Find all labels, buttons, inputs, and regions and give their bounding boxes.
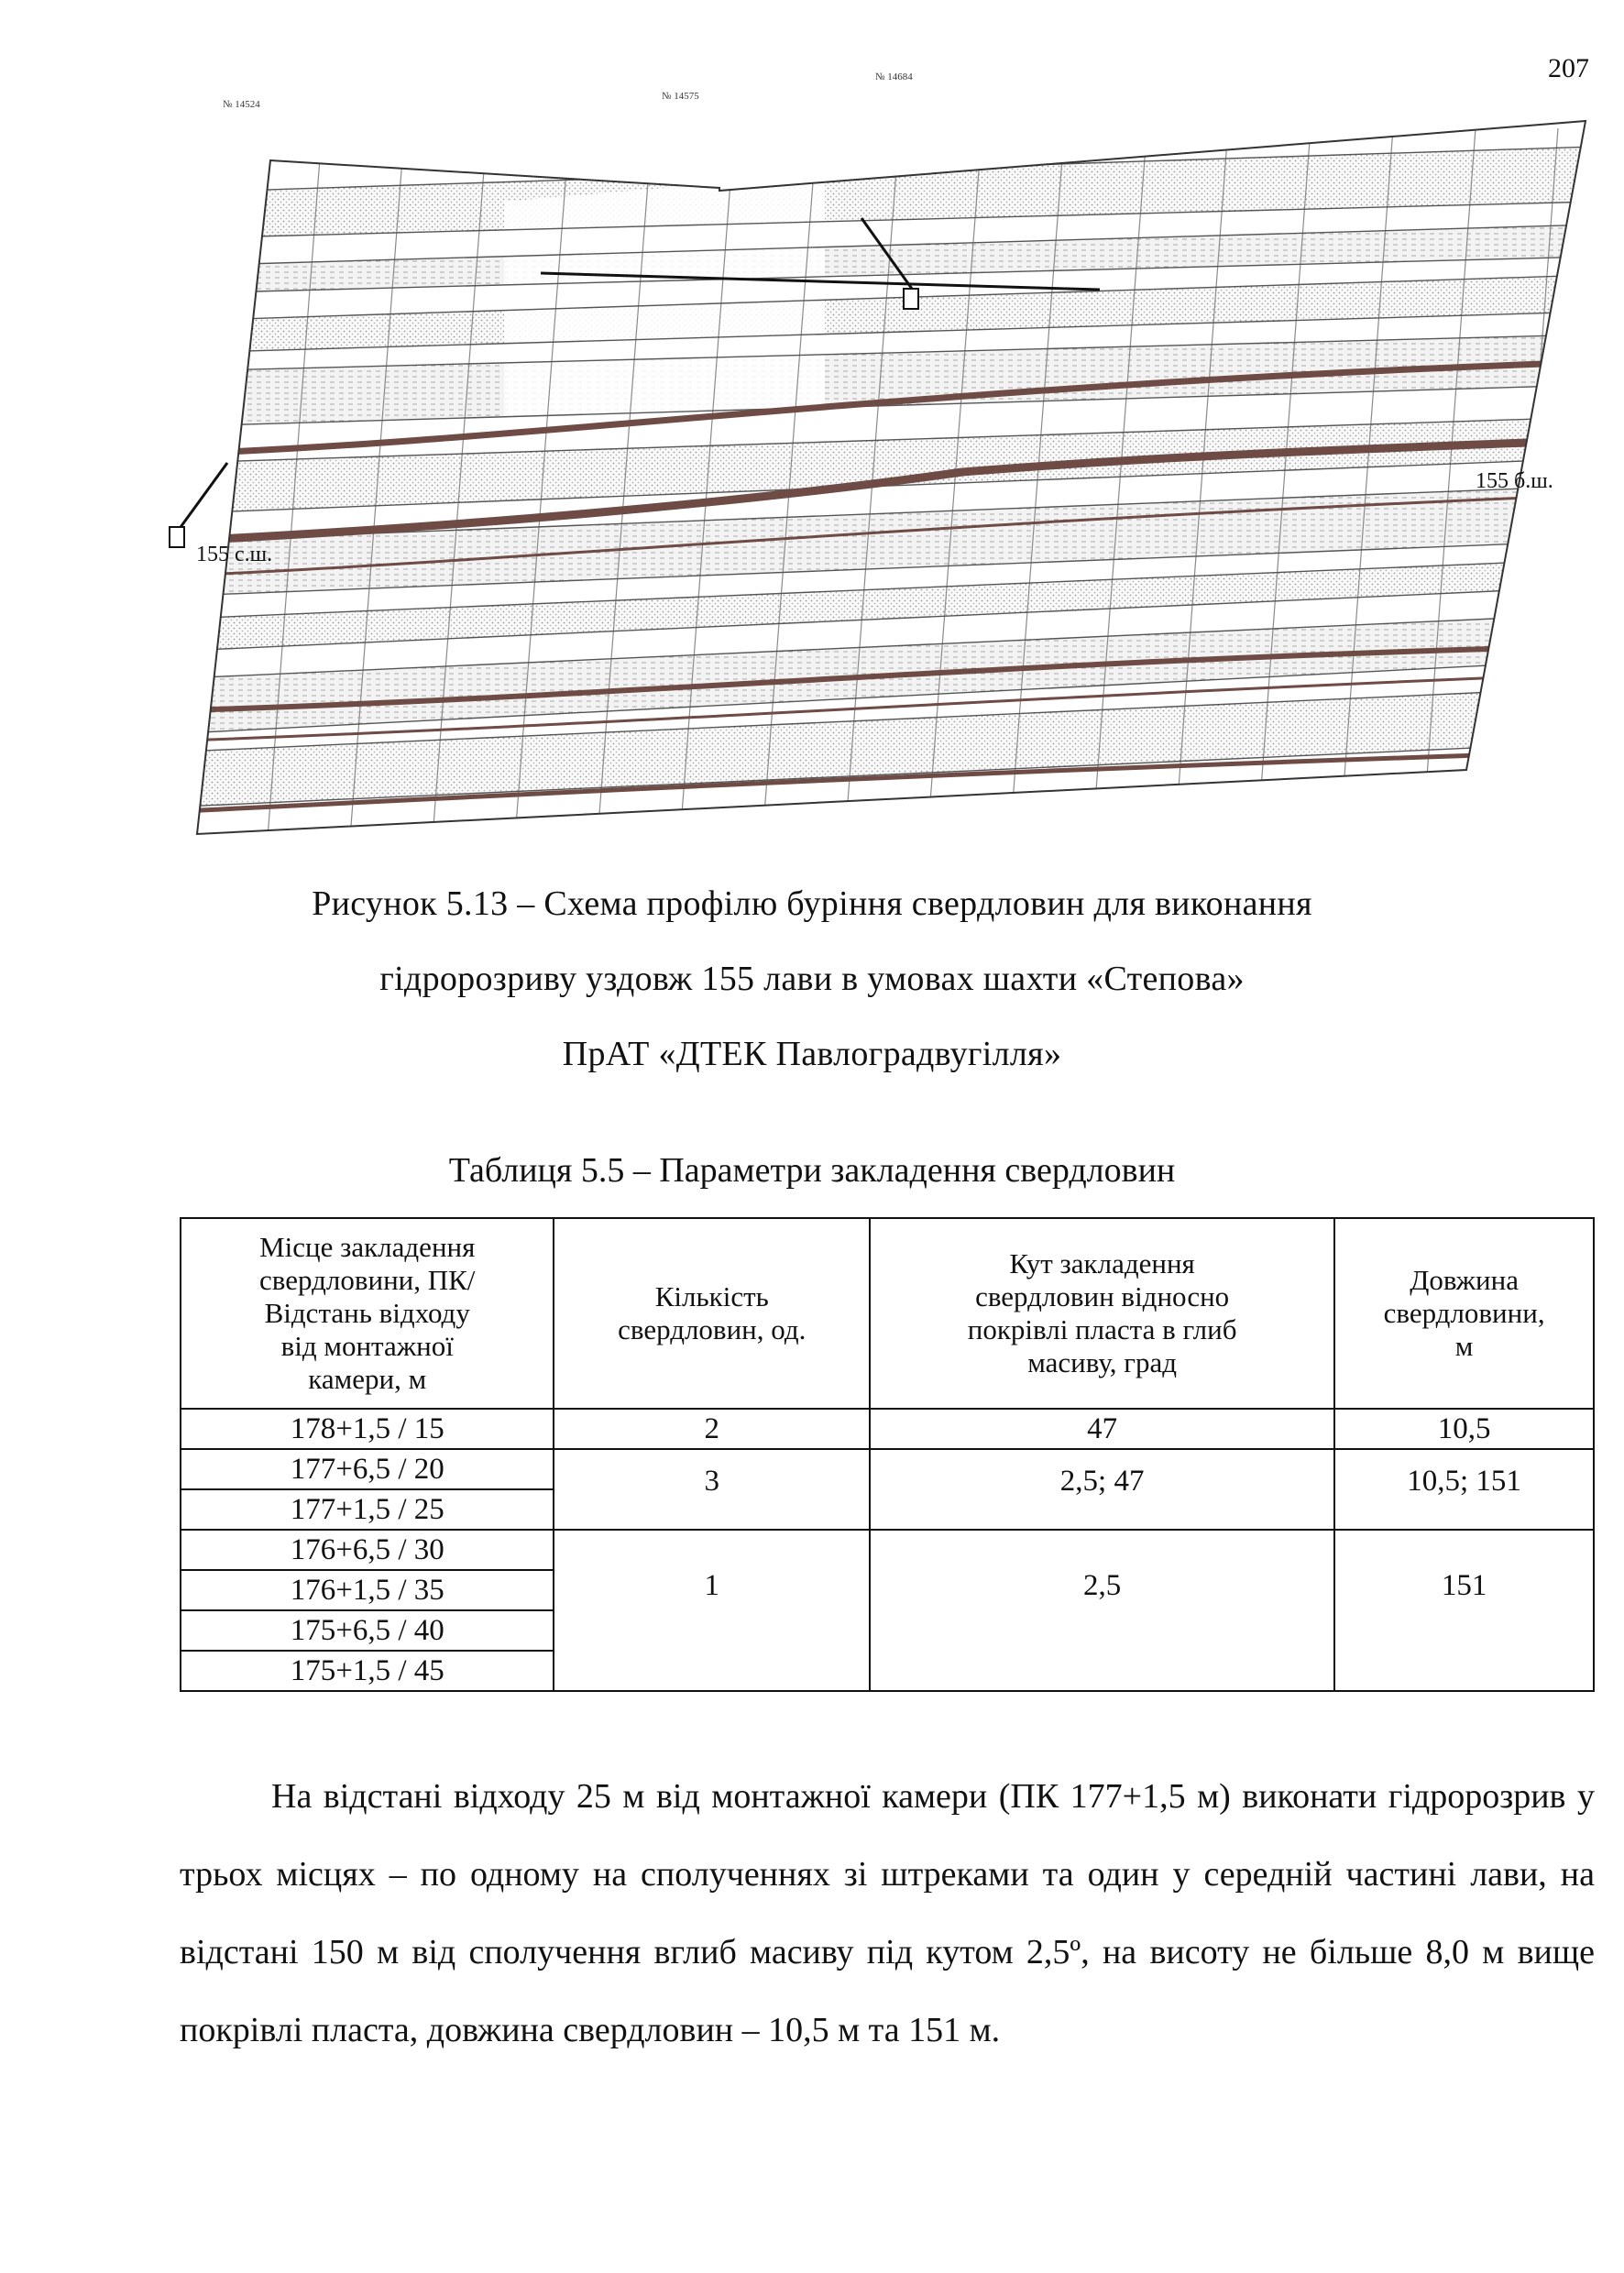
table-row <box>181 1530 1594 1570</box>
count-cell: 1 <box>554 1530 870 1691</box>
caption-line-3: ПрАТ «ДТЕК Павлоградвугілля» <box>562 1035 1062 1073</box>
borehole-label-2: № 14575 <box>662 91 699 102</box>
length-cell: 151 <box>1334 1530 1594 1691</box>
place-cell: 175+1,5 / 45 <box>181 1651 554 1691</box>
place-cell: 175+6,5 / 40 <box>181 1610 554 1651</box>
well-label-left: 155 с.ш. <box>196 543 273 566</box>
borehole-label-3: № 14684 <box>875 71 913 82</box>
borehole-label-1: № 14524 <box>223 99 260 110</box>
drilling-profile-figure <box>183 71 1595 862</box>
header-length: Довжина свердловини, м <box>1334 1218 1594 1409</box>
caption-line-1: Рисунок 5.13 – Схема профілю буріння свердловин для виконання <box>312 884 1312 923</box>
count-cell: 3 <box>554 1449 870 1530</box>
table-title: Таблиця 5.5 – Параметри закладення свердловин <box>448 1151 1176 1190</box>
figure-caption <box>0 866 1624 1092</box>
header-angle: Кут закладення свердловин відносно покрівлі пласта в глиб масиву, град <box>870 1218 1334 1409</box>
page-number: 207 <box>1548 53 1589 83</box>
table-row <box>181 1449 1594 1489</box>
place-cell: 178+1,5 / 15 <box>181 1409 554 1449</box>
place-cell: 176+1,5 / 35 <box>181 1570 554 1610</box>
body-text: На відстані відходу 25 м від монтажної камери (ПК 177+1,5 м) виконати гідророзрив у трьох місцях – по одному на сполученнях зі штреками та один у середній частині лави, на відстані 150 м від сполучення вглиб масиву під кутом 2,5º, на висоту не більше 8,0 м вище покрівлі пласта, довжина свердловин – 10,5 м та 151 м. <box>180 1777 1595 2049</box>
place-cell: 177+1,5 / 25 <box>181 1489 554 1530</box>
well-label-right: 155 б.ш. <box>1476 469 1553 493</box>
angle-cell: 47 <box>870 1409 1334 1449</box>
body-paragraph <box>180 1758 1595 2070</box>
angle-cell: 2,5; 47 <box>870 1449 1334 1530</box>
length-cell: 10,5; 151 <box>1334 1449 1594 1530</box>
caption-line-2: гідророзриву уздовж 155 лави в умовах шахти «Степова» <box>379 960 1245 998</box>
table-row <box>181 1409 1594 1449</box>
borehole-number-labels <box>223 71 913 110</box>
angle-cell: 2,5 <box>870 1530 1334 1691</box>
place-cell: 176+6,5 / 30 <box>181 1530 554 1570</box>
place-cell: 177+6,5 / 20 <box>181 1449 554 1489</box>
parameters-table <box>180 1217 1595 1692</box>
geological-profile-diagram <box>183 71 1595 862</box>
count-cell: 2 <box>554 1409 870 1449</box>
header-count: Кількість свердловин, од. <box>554 1218 870 1409</box>
length-cell: 10,5 <box>1334 1409 1594 1449</box>
strata-layers <box>183 110 1595 862</box>
header-place: Місце закладення свердловини, ПК/ Відстань відходу від монтажної камери, м <box>181 1218 554 1409</box>
